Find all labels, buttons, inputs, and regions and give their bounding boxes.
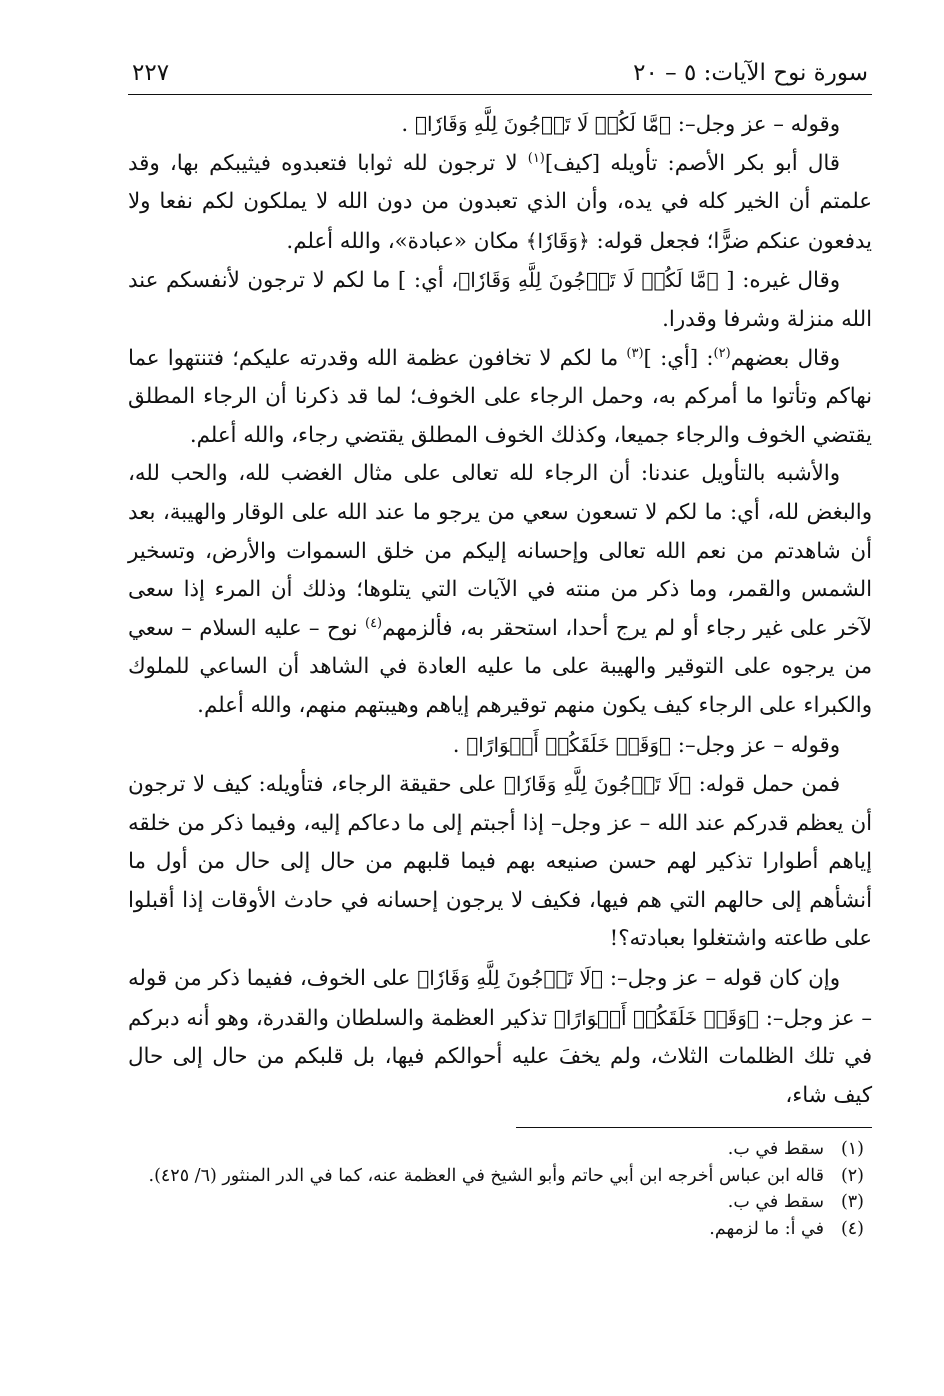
quran-quote: ﴿مَّا لَكُمۡ لَا تَرۡجُونَ لِلَّهِ وَقَارٗا﴾ xyxy=(414,112,672,136)
paragraph-8: وإن كان قوله – عز وجل–: ﴿لَا تَرۡجُونَ لِلَّهِ وَقَارٗا﴾ على الخوف، ففيما ذكر من قوله – عز وجل–: ﴿وَقَدۡ خَلَقَكُمۡ أَطۡوَارًا﴾ تذكير العظمة والسلطان والقدرة، وهو أنه دبركم في تلك الظلمات الثلاث، ولم يخفَ عليه أحوالكم فيها، بل قلبكم من حال إلى حال كيف شاء، xyxy=(128,966,872,1108)
footnote-text: في أ: ما لزمهم. xyxy=(709,1218,824,1239)
paragraph-7: فمن حمل قوله: ﴿لَا تَرۡجُونَ لِلَّهِ وَقَارٗا﴾ على حقيقة الرجاء، فتأويله: كيف لا ترجون أن يعظم قدركم عند الله – عز وجل– إذا أجبتم إلى ما دعاكم إليه، وفيما ذكر من خلقه إياهم أطوارا تذكير لهم حسن صنيعه بهم فيما قلبهم من حال إلى حال من أول ما أنشأهم إلى حالهم التي هم فيها، فكيف لا يرجون إحسانه في حادث الأوقات إذا أقبلوا على طاعته واشتغلوا بعبادته؟! xyxy=(128,772,872,952)
footnote-number: (١) xyxy=(840,1139,864,1160)
quran-quote: ﴿لَا تَرۡجُونَ لِلَّهِ وَقَارٗا﴾ xyxy=(503,772,692,797)
footnotes xyxy=(128,1136,872,1242)
footnote-item xyxy=(128,1163,872,1190)
footnote-item xyxy=(128,1216,872,1243)
quran-quote: ﴿مَّا لَكُمۡ لَا تَرۡجُونَ لِلَّهِ وَقَارٗا﴾ xyxy=(458,268,719,293)
quran-quote: ﴿لَا تَرۡجُونَ لِلَّهِ وَقَارٗا﴾ xyxy=(417,966,603,991)
paragraph-6: وقوله – عز وجل–: ﴿وَقَدۡ خَلَقَكُمۡ أَطۡوَارًا﴾ . xyxy=(452,732,840,758)
quran-quote: ﴿وَقَدۡ خَلَقَكُمۡ أَطۡوَارًا﴾ xyxy=(466,732,672,757)
footnote-item xyxy=(128,1189,872,1216)
paragraph-4: وقال بعضهم$^{(٢)}$: [أي: ]$^{(٣)}$ ما لكم لا تخافون عظمة الله وقدرته عليكم؛ فتنتهوا عما نهاكم وتأتوا ما أمركم به، وحمل الرجاء على الخوف؛ لما قد ذكرنا أن الرجاء المطلق يقتضي الخوف والرجاء جميعا، وكذلك الخوف المطلق يقتضي رجاء، والله أعلم. xyxy=(128,345,872,448)
quran-quote: ﴿وَقَدۡ خَلَقَكُمۡ أَطۡوَارًا﴾ xyxy=(553,1005,759,1030)
footnote-number: (٣) xyxy=(840,1192,864,1213)
paragraph-5: والأشبه بالتأويل عندنا: أن الرجاء لله تعالى على مثال الغضب لله، والحب لله، والبغض لله، أي: ما لكم لا تسعون سعي من يرجو ما عند الله على الوقار والهيبة، بعد أن شاهدتم من نعم الله تعالى وإحسانه إليكم من خلق السموات والأرض، وتسخير الشمس والقمر، وما ذكر من منته في الآيات التي يتلوها؛ وذلك أن المرء إذا سعى لآخر على غير رجاء أو لم يرج أحدا، استحقر به، فألزمهم$^{(٤)}$ نوح – عليه السلام – سعي من يرجوه على التوقير والهيبة على ما عليه العادة في الشاهد أن الساعي للملوك والكبراء على الرجاء كيف يكون منهم توقيرهم إياهم وهيبتهم منهم، والله أعلم. xyxy=(128,461,872,718)
paragraph-1: وقوله – عز وجل–: ﴿مَّا لَكُمۡ لَا تَرۡجُونَ لِلَّهِ وَقَارٗا﴾ . xyxy=(401,112,840,137)
footnote-ref-4: (٤) xyxy=(364,615,383,631)
chapter-title: سورة نوح الآيات: ٥ – ٢٠ xyxy=(633,60,868,86)
footnote-ref-3: (٣) xyxy=(626,345,644,361)
main-text xyxy=(128,105,872,1115)
paragraph-2: قال أبو بكر الأصم: تأويله [كيف]$^{(١)}$ لا ترجون لله ثوابا فتعبدوه فيثيبكم بها، وقد علمتم أن الخير كله في يده، وأن الذي تعبدون من دون الله لا يملكون لكم نفعا ولا يدفعون عنكم ضرًّا؛ فجعل قوله: ﴿وَقَارٗا﴾ مكان «عبادة»، والله أعلم. xyxy=(128,150,872,254)
footnote-rule xyxy=(516,1127,872,1128)
quran-quote: ﴿وَقَارٗا﴾ xyxy=(525,228,590,253)
page-number: ٢٢٧ xyxy=(132,60,170,86)
footnote-ref-2: (٢) xyxy=(713,345,731,361)
footnote-text: سقط في ب. xyxy=(727,1192,824,1213)
running-header xyxy=(128,58,872,92)
footnote-ref-1: (١) xyxy=(527,150,545,166)
footnote-number: (٢) xyxy=(840,1165,864,1186)
footnote-text: سقط في ب. xyxy=(727,1139,824,1160)
book-page xyxy=(128,58,872,1358)
header-rule xyxy=(128,94,872,95)
footnote-number: (٤) xyxy=(840,1218,864,1239)
paragraph-3: وقال غيره: [ ﴿مَّا لَكُمۡ لَا تَرۡجُونَ لِلَّهِ وَقَارٗا﴾، أي: ] ما لكم لا ترجون لأنفسكم عند الله منزلة وشرفا وقدرا. xyxy=(128,268,872,332)
footnote-item xyxy=(128,1136,872,1163)
footnote-text: قاله ابن عباس أخرجه ابن أبي حاتم وأبو الشيخ في العظمة عنه، كما في الدر المنثور (٦/ ٤٢٥). xyxy=(148,1165,824,1186)
